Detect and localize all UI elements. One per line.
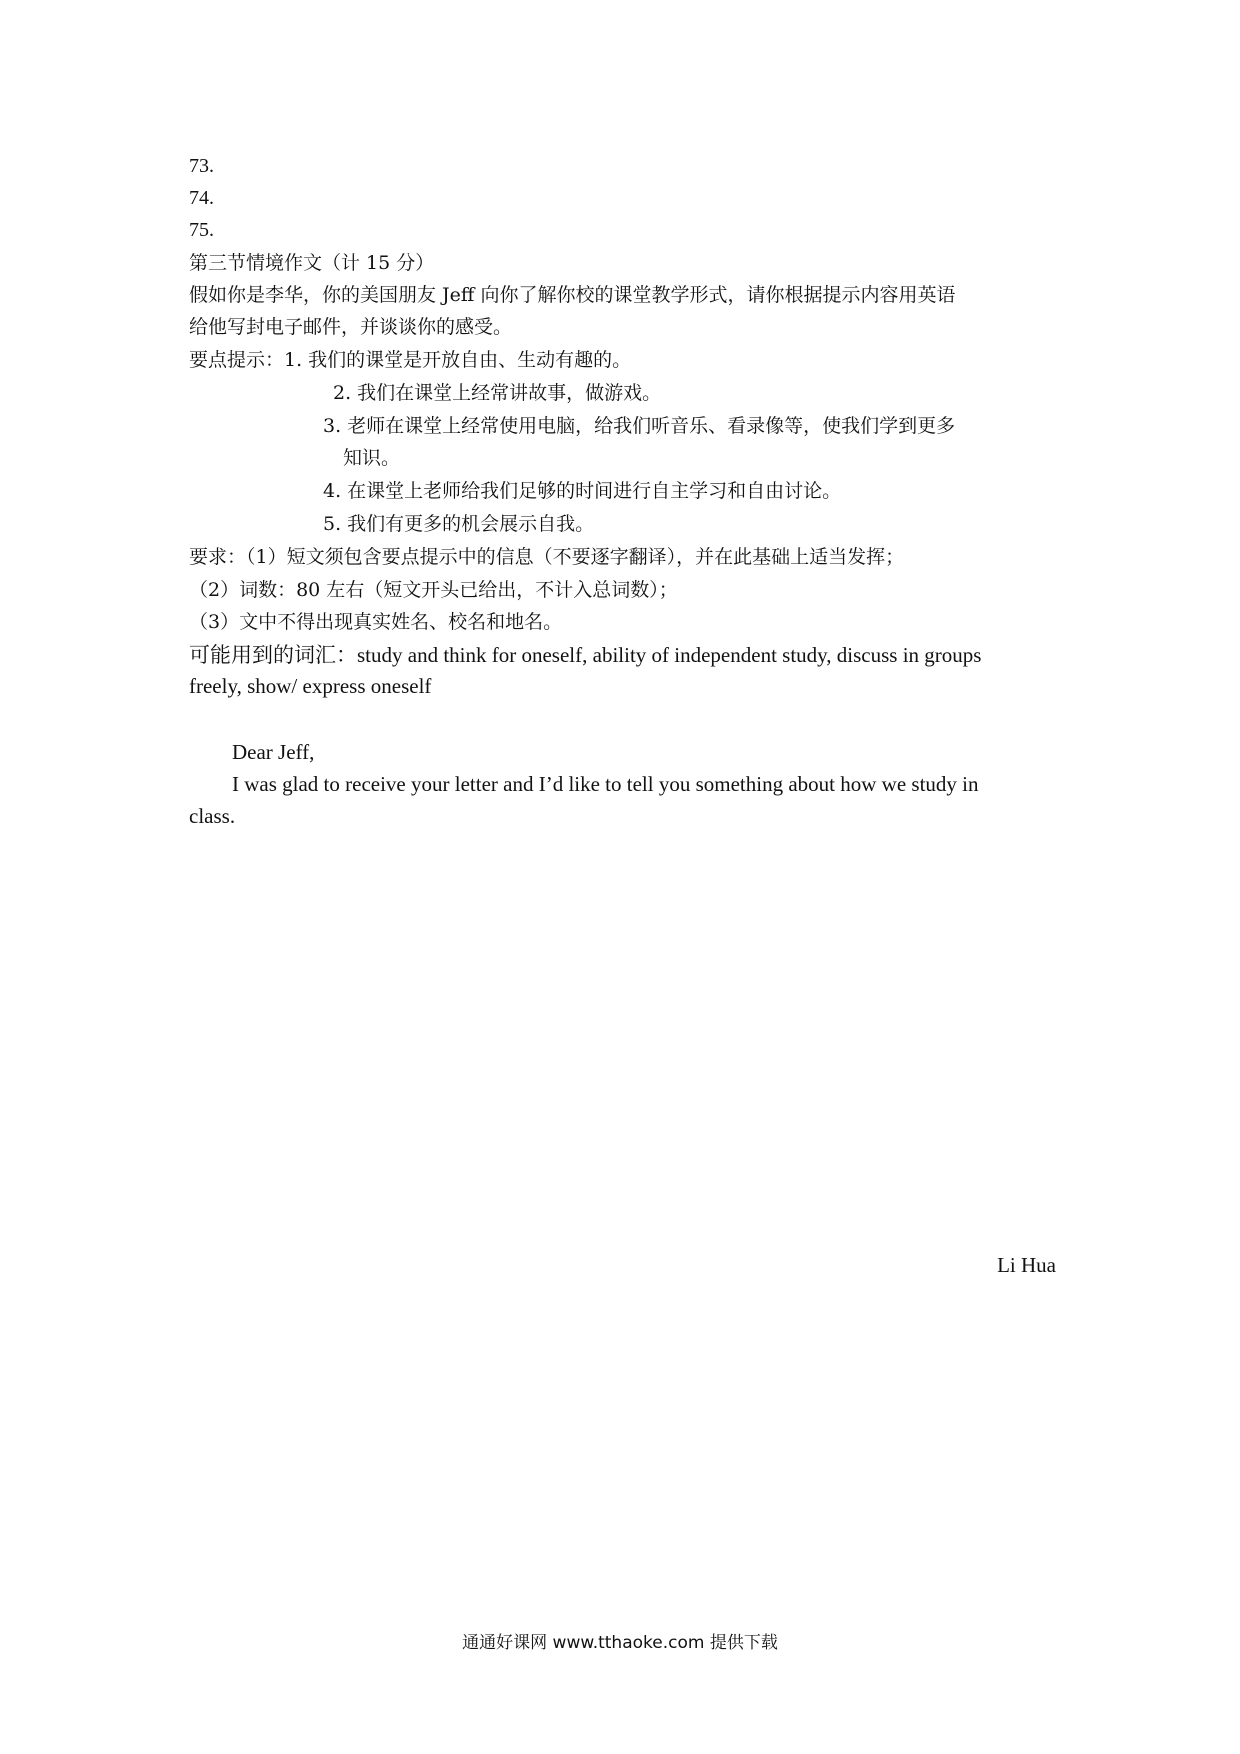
- letter-body-line-1: I was glad to receive your letter and I’d like to tell you something about how we study in: [232, 772, 979, 796]
- points-row-1: [189, 348, 631, 372]
- letter-body-line-2: class.: [189, 804, 236, 828]
- answer-75: 75.: [189, 219, 214, 241]
- answer-73: 73.: [189, 155, 214, 177]
- point-3: 3. 老师在课堂上经常使用电脑，给我们听音乐、看录像等，使我们学到更多: [323, 415, 956, 437]
- vocab-line-1: 可能用到的词汇：study and think for oneself, ability of independent study, discuss in groups: [189, 643, 982, 667]
- answer-74: 74.: [189, 187, 214, 209]
- point-3-continued: 知识。: [343, 447, 401, 469]
- point-2: 2. 我们在课堂上经常讲故事，做游戏。: [333, 382, 662, 404]
- point-1: 1. 我们的课堂是开放自由、生动有趣的。: [284, 349, 632, 371]
- point-5: 5. 我们有更多的机会展示自我。: [323, 513, 595, 535]
- requirement-1: 要求：（1）短文须包含要点提示中的信息（不要逐字翻译），并在此基础上适当发挥；: [189, 546, 905, 568]
- prompt-line-2: 给他写封电子邮件，并谈谈你的感受。: [189, 316, 513, 338]
- vocab-line-2: freely, show/ express oneself: [189, 674, 432, 698]
- point-4: 4. 在课堂上老师给我们足够的时间进行自主学习和自由讨论。: [323, 480, 842, 502]
- points-label: 要点提示：: [189, 349, 285, 371]
- requirement-3: （3）文中不得出现真实姓名、校名和地名。: [189, 611, 563, 633]
- prompt-line-1: 假如你是李华，你的美国朋友 Jeff 向你了解你校的课堂教学形式，请你根据提示内容用英语: [189, 284, 956, 306]
- letter-signature: Li Hua: [997, 1253, 1056, 1277]
- letter-greeting: Dear Jeff,: [232, 740, 315, 764]
- footer-source: 通通好课网 www.tthaoke.com 提供下载: [462, 1633, 778, 1653]
- section-title: 第三节情境作文（计 15 分）: [189, 252, 435, 274]
- requirement-2: （2）词数：80 左右（短文开头已给出，不计入总词数）；: [189, 579, 678, 601]
